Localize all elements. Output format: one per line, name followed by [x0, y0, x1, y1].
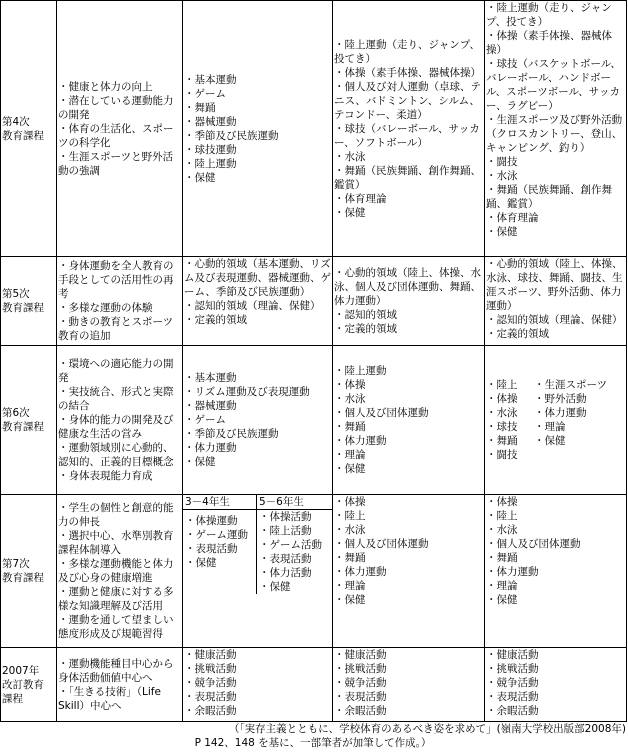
list-item: ・選択中心、水準別教育課程体制導入 [58, 530, 174, 556]
list-item: ・定義的領域 [184, 314, 247, 326]
high-list [486, 648, 625, 718]
list-item: ・表現活動 [486, 691, 539, 703]
list-item: 教育課程 [2, 421, 44, 433]
list-item: ・理論 [534, 421, 566, 433]
table-row [1, 257, 627, 346]
elementary-list [184, 73, 331, 185]
era-cell [1, 648, 57, 722]
list-item: ・舞踊（民族舞踊、創作舞踊、鑑賞） [334, 164, 481, 191]
list-item: ・運動を通して望ましい態度形成及び規範習得 [58, 614, 174, 640]
era-list [2, 287, 55, 315]
era-cell [1, 1, 57, 257]
list-item: ・体力運動 [184, 442, 237, 454]
list-item: ・「生きる技術」（Life Skill）中心へ [58, 685, 161, 712]
list-item: ・理論 [334, 449, 366, 461]
list-item: ・基本運動 [184, 73, 237, 86]
list-item: ・保健 [185, 557, 217, 569]
list-item: 教育課程 [2, 129, 44, 142]
pair-row [486, 406, 625, 420]
list-item: ・ゲーム [184, 414, 226, 426]
list-item: ・実技統合、形式と実際の結合 [58, 386, 174, 412]
list-item: ・基本運動 [184, 372, 237, 384]
high-cell [485, 495, 627, 648]
elementary-cell [183, 648, 333, 722]
list-item: ・環境への適応能力の開発 [58, 358, 174, 384]
list-item: ・球技（バレーボール、サッカー、ソフトボール） [334, 122, 480, 149]
list-item: ・身体表現能力育成 [58, 470, 153, 482]
middle-cell [333, 257, 485, 346]
list-item: ・健康活動 [184, 649, 237, 661]
list-item: ・体操運動 [185, 515, 238, 527]
high-cell [485, 346, 627, 495]
list-item: ・潜在している運動能力の開発 [58, 94, 174, 121]
list-item: ・運動機能種目中心から身体活動価値中心へ [58, 657, 174, 684]
list-item: ・心動的領域（陸上、体操、水泳、球技、舞踊、闘技、生涯スポーツ、野外活動、体力運動） [486, 258, 623, 312]
high-list [486, 257, 625, 341]
list-item: ・生涯スポーツと野外活動の強調 [58, 150, 174, 177]
list-item: ・保健 [486, 594, 518, 606]
list-item: ・体操活動 [259, 511, 312, 523]
goals-cell [57, 648, 183, 722]
list-item: ・個人及び対人運動（卓球、テニス、バドミントン、シルム、テコンドー、柔道） [334, 80, 481, 121]
list-item: ・表現活動 [185, 543, 238, 555]
list-item: ・陸上 [486, 510, 518, 522]
list-item: ・心動的領域（基本運動、リズム及び表現運動、器械運動、ゲーム、季節及び民族運動） [184, 258, 331, 298]
list-item: ・球技（バスケットボール、バレーボール、ハンドボール、スポーツボール、サッカー、ラグビー） [486, 58, 621, 112]
list-item: ・体力活動 [259, 567, 312, 579]
list-item: ・心動的領域（陸上、体操、水泳、個人及び団体運動、舞踊、体力運動） [334, 267, 481, 307]
list-item: ・個人及び団体運動 [486, 538, 581, 550]
list-item: 改訂教育 [2, 678, 44, 691]
list-item: ・水泳 [486, 407, 518, 419]
list-item: ・体操 [334, 379, 366, 391]
list-item: ・水泳 [334, 524, 366, 536]
list-item: ・季節及び民族運動 [184, 129, 279, 142]
list-item: ・体力運動 [534, 407, 587, 419]
list-item: ・認知的領域 [334, 309, 397, 321]
list-item: ・野外活動 [534, 393, 587, 405]
list-item: ・ゲーム運動 [185, 529, 248, 541]
list-item: ・認知的領域（理論、保健） [486, 314, 623, 326]
list-item: ・個人及び団体運動 [334, 538, 429, 550]
list-item: ・体力運動 [334, 566, 387, 578]
elementary-lower-grades [183, 495, 257, 594]
list-item: ・健康活動 [486, 649, 539, 661]
list-item: ・陸上 [334, 510, 366, 522]
list-item: ・健康と体力の向上 [58, 80, 153, 93]
list-item: 教育課程 [2, 572, 44, 584]
list-item: ・表現活動 [184, 691, 237, 703]
list-item: ・余暇活動 [184, 705, 237, 717]
list-item: ・余暇活動 [334, 705, 387, 717]
list-item: ・体育理論 [486, 212, 539, 224]
grade-header-5-6: 5－6年生 [257, 495, 332, 510]
pair-row [486, 434, 625, 448]
list-item: ・体力運動 [334, 435, 387, 447]
list-item: ・保健 [259, 581, 291, 593]
pair-row [486, 378, 625, 392]
list-item: ・保健 [184, 171, 216, 184]
elementary-list [184, 371, 331, 469]
list-item: ・理論 [334, 580, 366, 592]
list-item: ・球技 [486, 421, 518, 433]
list-item: ・生涯スポーツ及び野外活動（クロスカントリー、登山、キャンピング、釣り） [486, 114, 623, 154]
high-cell [485, 1, 627, 257]
elementary-cell [183, 257, 333, 346]
era-list [2, 664, 55, 706]
list-item: ・陸上運動（走り、ジャンプ、投てき） [486, 2, 612, 28]
table-row [1, 346, 627, 495]
goals-cell [57, 346, 183, 495]
list-item: ・定義的領域 [486, 328, 549, 340]
list-item: ・水泳 [334, 150, 366, 163]
list-item: ・舞踊 [486, 435, 518, 447]
list-item: ・器械運動 [184, 115, 237, 128]
elementary-list [184, 648, 331, 718]
list-item: 第4次 [2, 115, 30, 128]
high-list [486, 1, 625, 239]
elementary-upper-grades [257, 495, 332, 594]
list-item: ・陸上活動 [259, 525, 312, 537]
list-item: ・個人及び団体運動 [334, 407, 429, 419]
list-item: ・闘技 [486, 156, 518, 168]
list-item: ・陸上運動 [184, 157, 237, 170]
list-item: ・挑戦活動 [184, 663, 237, 675]
era-list [2, 406, 55, 434]
list-item: 第6次 [2, 407, 30, 419]
table-row [1, 648, 627, 722]
list-item: ・体操（素手体操、器械体操） [334, 66, 481, 79]
table-row [1, 1, 627, 257]
list-item: ・生涯スポーツ [534, 379, 608, 391]
list-item: ・舞踊 [334, 421, 366, 433]
list-item: ・体操（素手体操、器械体操） [486, 30, 612, 56]
pair-row [486, 392, 625, 406]
list-item: 第7次 [2, 558, 30, 570]
list-item: ・動きの教育とスポーツ教育の追加 [58, 316, 174, 342]
pair-row [486, 448, 625, 462]
list-item: ・競争活動 [334, 677, 387, 689]
era-cell [1, 346, 57, 495]
list-item: ・ゲーム [184, 87, 226, 100]
list-item: ・体操 [486, 393, 518, 405]
pair-row [486, 420, 625, 434]
list-item: ・運動と健康に対する多様な知識理解及び活用 [58, 586, 174, 612]
upper-grades-list [257, 510, 332, 594]
goals-list [58, 259, 181, 343]
elementary-cell [183, 495, 333, 648]
list-item: ・表現活動 [334, 691, 387, 703]
list-item: ・認知的領域（理論、保健） [184, 300, 321, 312]
middle-cell [333, 495, 485, 648]
goals-cell [57, 1, 183, 257]
list-item: ・リズム運動及び表現運動 [184, 386, 310, 398]
caption-line-2: P 142、148 を基に、一部筆者が加筆して作成。） [194, 737, 432, 749]
list-item: ・体力運動 [486, 566, 539, 578]
list-item: ・舞踊 [486, 552, 518, 564]
list-item: ・競争活動 [184, 677, 237, 689]
list-item: ・健康活動 [334, 649, 387, 661]
list-item: ・闘技 [486, 449, 518, 461]
elementary-list [184, 257, 331, 327]
list-item: ・ゲーム活動 [259, 539, 322, 551]
elementary-cell [183, 346, 333, 495]
high-list [486, 495, 625, 607]
list-item: ・学生の個性と創意的能力の伸長 [58, 502, 174, 528]
era-cell [1, 257, 57, 346]
list-item: 教育課程 [2, 302, 44, 314]
list-item: ・水泳 [486, 170, 518, 182]
list-item: ・球技運動 [184, 143, 237, 156]
caption-line-1: （「実存主義とともに、学校体育のあるべき姿を求めて」(嶺南大学校出版部2008年) [228, 723, 626, 735]
middle-list [334, 495, 483, 607]
list-item: ・体育理論 [334, 192, 387, 205]
list-item: ・舞踊 [334, 552, 366, 564]
middle-list [334, 364, 483, 476]
goals-list [58, 657, 181, 713]
list-item: ・保健 [334, 463, 366, 475]
high-pairs-grid [486, 378, 625, 462]
list-item: ・舞踊 [184, 101, 216, 114]
list-item: ・保健 [334, 206, 366, 219]
high-cell [485, 648, 627, 722]
list-item: ・競争活動 [486, 677, 539, 689]
list-item: ・体操 [486, 496, 518, 508]
high-cell [485, 257, 627, 346]
list-item: ・保健 [486, 226, 518, 238]
middle-list [334, 266, 483, 336]
list-item: ・挑戦活動 [334, 663, 387, 675]
era-list [2, 115, 55, 143]
middle-cell [333, 1, 485, 257]
list-item: 課程 [2, 692, 23, 705]
list-item: ・保健 [334, 594, 366, 606]
list-item: ・水泳 [334, 393, 366, 405]
middle-list [334, 648, 483, 718]
table-row [1, 495, 627, 648]
middle-cell [333, 346, 485, 495]
list-item: ・理論 [486, 580, 518, 592]
source-caption [0, 722, 626, 750]
list-item: ・舞踊（民族舞踊、創作舞踊、鑑賞） [486, 184, 612, 210]
list-item: ・保健 [534, 435, 566, 447]
middle-list [334, 38, 483, 220]
list-item: ・多様な運動の体験 [58, 302, 153, 314]
goals-list [58, 501, 181, 641]
list-item: ・身体運動を全人教育の手段としての活用性の再考 [58, 260, 174, 300]
list-item: ・運動領域別に心動的、認知的、正義的目標概念 [58, 442, 174, 468]
list-item: ・挑戦活動 [486, 663, 539, 675]
list-item: ・多様な運動機能と体力及び心身の健康増進 [58, 558, 174, 584]
list-item: ・水泳 [486, 524, 518, 536]
middle-cell [333, 648, 485, 722]
grade-header-3-4: 3－4年生 [183, 495, 256, 510]
lower-grades-list [183, 510, 256, 570]
list-item: ・陸上運動（走り、ジャンプ、投てき） [334, 38, 480, 65]
list-item: ・陸上運動 [334, 365, 387, 377]
list-item: ・定義的領域 [334, 323, 397, 335]
era-cell [1, 495, 57, 648]
list-item: ・保健 [184, 456, 216, 468]
goals-cell [57, 257, 183, 346]
list-item: ・表現活動 [259, 553, 312, 565]
goals-list [58, 80, 181, 178]
list-item: ・体操 [334, 496, 366, 508]
goals-cell [57, 495, 183, 648]
list-item: 第5次 [2, 288, 30, 300]
list-item: ・体育の生活化、スポーツの科学化 [58, 122, 174, 149]
list-item: ・余暇活動 [486, 705, 539, 717]
elementary-cell [183, 1, 333, 257]
goals-list [58, 357, 181, 483]
list-item: 2007年 [2, 664, 40, 677]
list-item: ・陸上 [486, 379, 518, 391]
elementary-split [183, 495, 332, 594]
era-list [2, 557, 55, 585]
list-item: ・器械運動 [184, 400, 237, 412]
list-item: ・身体的能力の開発及び健康な生活の営み [58, 414, 174, 440]
list-item: ・季節及び民族運動 [184, 428, 279, 440]
